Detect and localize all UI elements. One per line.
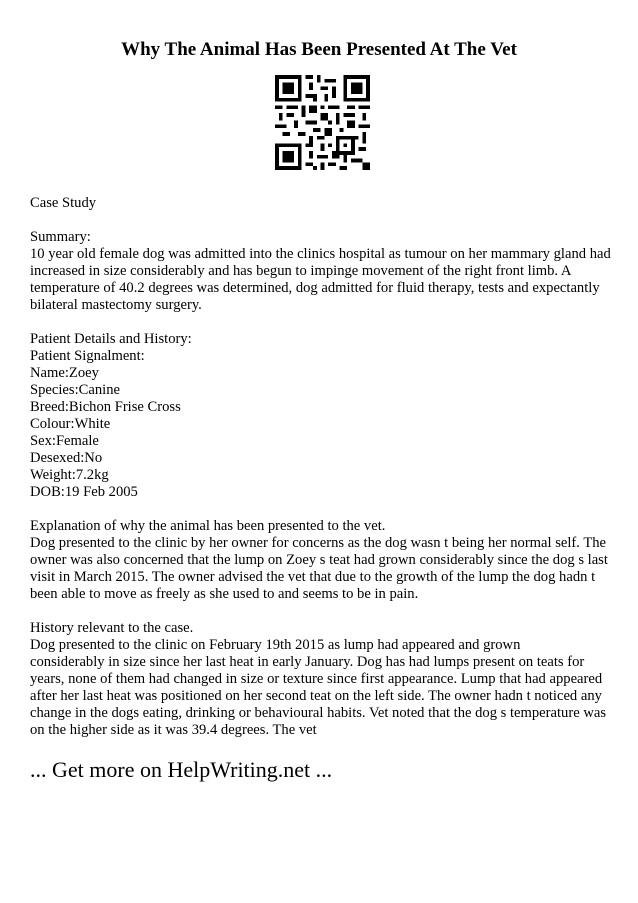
patient-heading: Patient Details and History: [30, 331, 192, 347]
patient-sex: Sex:Female [30, 433, 99, 449]
qr-code-icon [275, 75, 370, 170]
summary-line: increased in size considerably and has begun to impinge movement of the right front limb. A [30, 263, 572, 279]
summary-line: bilateral mastectomy surgery. [30, 297, 202, 313]
patient-breed: Breed:Bichon Frise Cross [30, 399, 181, 415]
get-more-link[interactable]: ... Get more on HelpWriting.net ... [30, 757, 333, 782]
document-body [30, 195, 612, 739]
history-section [30, 620, 612, 739]
summary-line: temperature of 40.2 degrees was determined, dog admitted for fluid therapy, tests and expectantly [30, 280, 600, 296]
history-line: on the higher side as it was 39.4 degrees. The vet [30, 722, 317, 738]
patient-dob: DOB:19 Feb 2005 [30, 484, 138, 500]
summary-line: 10 year old female dog was admitted into the clinics hospital as tumour on her mammary gland had [30, 246, 611, 262]
explanation-line: Dog presented to the clinic by her owner for concerns as the dog wasn t being her normal self. The [30, 535, 607, 551]
summary-section [30, 229, 612, 314]
patient-colour: Colour:White [30, 416, 111, 432]
patient-weight: Weight:7.2kg [30, 467, 109, 483]
history-line: considerably in size since her last heat in early January. Dog has had lumps present on teats for [30, 654, 585, 670]
patient-desexed: Desexed:No [30, 450, 103, 466]
explanation-section [30, 518, 612, 603]
patient-species: Species:Canine [30, 382, 120, 398]
explanation-line: owner was also concerned that the lump on Zoey s teat had grown considerably since the dog s last [30, 552, 608, 568]
page-title: Why The Animal Has Been Presented At The Vet [121, 39, 517, 60]
patient-section [30, 331, 612, 501]
history-line: after her last heat was positioned on her second teat on the left side. The owner hadn t noticed any [30, 688, 602, 704]
explanation-line: been able to move as freely as she used to and seems to be in pain. [30, 586, 419, 602]
summary-heading: Summary: [30, 229, 91, 245]
patient-name: Name:Zoey [30, 365, 99, 381]
history-line: Dog presented to the clinic on February 19th 2015 as lump had appeared and grown [30, 637, 521, 653]
history-line: change in the dogs eating, drinking or behavioural habits. Vet noted that the dog s temperature was [30, 705, 607, 721]
explanation-line: visit in March 2015. The owner advised the vet that due to the growth of the lump the dog hadn t [30, 569, 596, 585]
history-heading: History relevant to the case. [30, 620, 194, 636]
case-study-label: Case Study [30, 195, 97, 211]
explanation-heading: Explanation of why the animal has been presented to the vet. [30, 518, 386, 534]
patient-signalment: Patient Signalment: [30, 348, 145, 364]
history-line: years, none of them had changed in size or texture since first appearance. Lump that had appeared [30, 671, 603, 687]
